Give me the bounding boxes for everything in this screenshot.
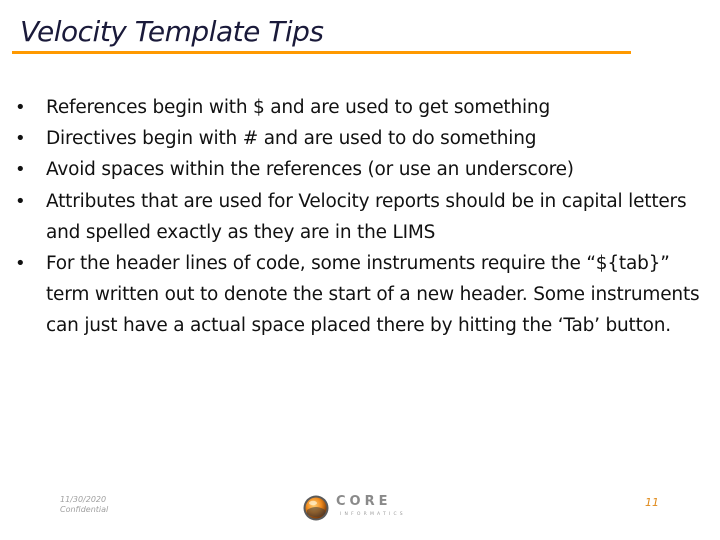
bullet-item [0,123,720,154]
slide-title: Velocity Template Tips [20,15,324,48]
page-number: 11 [645,496,659,509]
bullet-item [0,186,720,248]
bullet-text: Avoid spaces within the references (or use an underscore) [46,159,574,181]
bullet-item [0,248,720,342]
bullet-marker-icon: • [15,253,26,275]
core-informatics-logo [302,494,426,522]
bullet-item [0,92,720,123]
bullet-text: References begin with $ and are used to get something [46,97,550,118]
bullet-marker-icon: • [15,190,26,212]
bullet-list [0,92,720,342]
logo-subtext: INFORMATICS [340,512,406,517]
footer-date-block [60,495,108,515]
footer-date: 11/30/2020 [60,495,107,504]
bullet-marker-icon: • [15,159,26,181]
bullet-text: Attributes that are used for Velocity reports should be in capital letters and spelled exactly as they are in the LIMS [46,190,687,243]
bullet-marker-icon: • [15,128,26,150]
footer-confidential: Confidential [60,505,109,514]
bullet-marker-icon: • [15,97,26,118]
bullet-item [0,154,720,185]
core-logo-icon [302,494,330,522]
logo-text: CORE [336,494,392,509]
bullet-text: For the header lines of code, some instruments require the “${tab}” term written out to denote the start of a new header. Some instruments can just have a actual space placed there by hitting the ‘Tab’ button. [46,253,700,337]
bullet-text: Directives begin with # and are used to do something [46,128,537,150]
title-underline [12,51,631,54]
